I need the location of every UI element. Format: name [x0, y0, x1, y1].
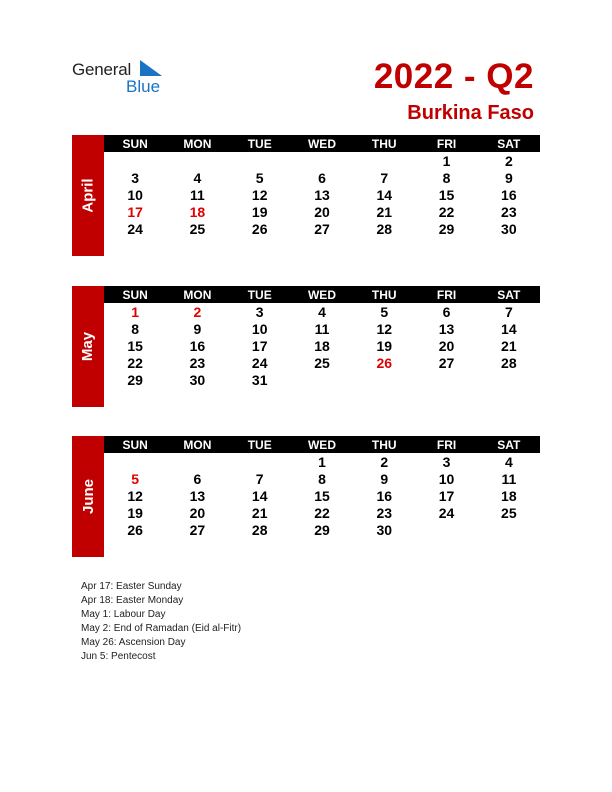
- empty-day-cell: [353, 152, 415, 169]
- day-cell: 4: [504, 453, 513, 470]
- weekday-header-row: [104, 436, 540, 453]
- day-cell: 4: [318, 303, 326, 320]
- day-cell: 9: [504, 169, 513, 186]
- day-cell: 14: [501, 320, 517, 337]
- day-cell: 13: [438, 320, 455, 337]
- calendar-table: [104, 436, 540, 538]
- day-cell: 10: [438, 470, 455, 487]
- empty-day-cell: [415, 521, 477, 538]
- weekday-header: SUN: [104, 436, 166, 453]
- weekday-header: MON: [166, 286, 228, 303]
- day-cell: 9: [193, 320, 202, 337]
- day-cell: 22: [127, 354, 143, 371]
- empty-day-cell: [478, 521, 540, 538]
- empty-day-cell: [229, 453, 291, 470]
- day-cell: 29: [314, 521, 330, 538]
- weekday-header: SUN: [104, 135, 166, 152]
- day-cell: 25: [314, 354, 330, 371]
- page-title: 2022 - Q2: [373, 57, 534, 96]
- day-cell: 27: [438, 354, 455, 371]
- day-cell: 20: [438, 337, 455, 354]
- day-cell: 3: [131, 169, 140, 186]
- day-cell: 19: [376, 337, 393, 354]
- empty-day-cell: [166, 453, 228, 470]
- day-cell: 5: [380, 303, 389, 320]
- holiday-item: Apr 18: Easter Monday: [81, 595, 184, 606]
- day-cell: 13: [189, 487, 206, 504]
- week-row: [104, 354, 540, 371]
- day-cell: 5: [131, 470, 140, 487]
- day-cell: 17: [251, 337, 268, 354]
- day-cell: 20: [189, 504, 206, 521]
- week-row: [104, 504, 540, 521]
- day-cell: 10: [127, 186, 143, 203]
- day-cell: 28: [376, 220, 393, 237]
- day-cell: 7: [380, 169, 389, 186]
- calendar-table: [104, 135, 540, 237]
- day-cell: 3: [442, 453, 451, 470]
- empty-day-cell: [104, 152, 166, 169]
- month-name: June: [79, 478, 97, 515]
- day-cell: 23: [501, 203, 517, 220]
- day-cell: 17: [127, 203, 143, 220]
- weekday-header: THU: [353, 135, 415, 152]
- day-cell: 24: [251, 354, 268, 371]
- day-cell: 17: [438, 487, 455, 504]
- day-cell: 26: [127, 521, 143, 538]
- weekday-header: THU: [353, 436, 415, 453]
- weekday-header: TUE: [229, 135, 291, 152]
- day-cell: 30: [376, 521, 393, 538]
- holiday-item: May 2: End of Ramadan (Eid al-Fitr): [81, 623, 242, 634]
- day-cell: 12: [127, 487, 143, 504]
- month-name: April: [79, 178, 97, 213]
- week-row: [104, 186, 540, 203]
- weekday-header: SUN: [104, 286, 166, 303]
- week-row: [104, 203, 540, 220]
- holiday-item: May 26: Ascension Day: [81, 637, 186, 648]
- weekday-header: TUE: [229, 436, 291, 453]
- weekday-header-row: [104, 135, 540, 152]
- day-cell: 2: [380, 453, 389, 470]
- week-row: [104, 152, 540, 169]
- day-cell: 15: [314, 487, 330, 504]
- logo-text-general: General: [72, 60, 132, 79]
- week-row: [104, 371, 540, 388]
- weekday-header: FRI: [415, 135, 477, 152]
- weekday-header: SAT: [478, 135, 540, 152]
- day-cell: 11: [314, 320, 330, 337]
- day-cell: 29: [127, 371, 143, 388]
- day-cell: 6: [442, 303, 451, 320]
- day-cell: 19: [127, 504, 143, 521]
- empty-day-cell: [478, 371, 540, 388]
- day-cell: 11: [190, 186, 205, 203]
- day-cell: 23: [189, 354, 206, 371]
- day-cell: 25: [501, 504, 517, 521]
- weekday-header: WED: [291, 436, 353, 453]
- day-cell: 15: [127, 337, 143, 354]
- day-cell: 19: [251, 203, 268, 220]
- day-cell: 24: [127, 220, 143, 237]
- day-cell: 3: [255, 303, 264, 320]
- day-cell: 30: [501, 220, 517, 237]
- day-cell: 18: [314, 337, 330, 354]
- weekday-header: MON: [166, 135, 228, 152]
- week-row: [104, 470, 540, 487]
- week-row: [104, 453, 540, 470]
- logo: [72, 58, 172, 98]
- weekday-header: SAT: [478, 286, 540, 303]
- holiday-item: May 1: Labour Day: [81, 609, 166, 620]
- logo-text-blue: Blue: [126, 77, 161, 96]
- empty-day-cell: [353, 371, 415, 388]
- day-cell: 13: [314, 186, 330, 203]
- day-cell: 2: [504, 152, 513, 169]
- holiday-list: [81, 580, 241, 664]
- day-cell: 29: [438, 220, 455, 237]
- day-cell: 8: [318, 470, 326, 487]
- day-cell: 7: [504, 303, 513, 320]
- weekday-header: SAT: [478, 436, 540, 453]
- day-cell: 22: [438, 203, 455, 220]
- day-cell: 1: [131, 303, 140, 320]
- calendar-table: [104, 286, 540, 388]
- empty-day-cell: [229, 152, 291, 169]
- weekday-header: THU: [353, 286, 415, 303]
- weekday-header: WED: [291, 286, 353, 303]
- day-cell: 2: [193, 303, 202, 320]
- day-cell: 11: [501, 470, 517, 487]
- day-cell: 12: [376, 320, 393, 337]
- day-cell: 4: [193, 169, 202, 186]
- month-label: [72, 135, 104, 256]
- week-row: [104, 303, 540, 320]
- day-cell: 25: [189, 220, 206, 237]
- day-cell: 6: [193, 470, 202, 487]
- empty-day-cell: [291, 371, 353, 388]
- day-cell: 27: [189, 521, 206, 538]
- day-cell: 28: [251, 521, 268, 538]
- empty-day-cell: [104, 453, 166, 470]
- day-cell: 14: [251, 487, 268, 504]
- weekday-header: FRI: [415, 436, 477, 453]
- day-cell: 18: [501, 487, 517, 504]
- week-row: [104, 320, 540, 337]
- day-cell: 15: [438, 186, 455, 203]
- day-cell: 24: [438, 504, 455, 521]
- weekday-header: MON: [166, 436, 228, 453]
- week-row: [104, 337, 540, 354]
- day-cell: 16: [501, 186, 517, 203]
- month-name: May: [79, 331, 97, 362]
- month-label: [72, 436, 104, 557]
- day-cell: 9: [380, 470, 389, 487]
- day-cell: 12: [251, 186, 268, 203]
- day-cell: 16: [376, 487, 393, 504]
- week-row: [104, 521, 540, 538]
- weekday-header: WED: [291, 135, 353, 152]
- day-cell: 14: [376, 186, 393, 203]
- day-cell: 16: [189, 337, 206, 354]
- country-name: Burkina Faso: [407, 102, 534, 124]
- empty-day-cell: [166, 152, 228, 169]
- empty-day-cell: [415, 371, 477, 388]
- day-cell: 31: [251, 371, 268, 388]
- day-cell: 6: [318, 169, 326, 186]
- day-cell: 7: [255, 470, 264, 487]
- weekday-header: FRI: [415, 286, 477, 303]
- day-cell: 1: [318, 453, 326, 470]
- holiday-item: Jun 5: Pentecost: [81, 651, 156, 662]
- day-cell: 5: [255, 169, 264, 186]
- day-cell: 23: [376, 504, 393, 521]
- day-cell: 28: [501, 354, 517, 371]
- day-cell: 1: [442, 152, 451, 169]
- day-cell: 10: [251, 320, 268, 337]
- day-cell: 26: [251, 220, 268, 237]
- day-cell: 21: [376, 203, 393, 220]
- week-row: [104, 487, 540, 504]
- month-label: [72, 286, 104, 407]
- day-cell: 27: [314, 220, 330, 237]
- week-row: [104, 220, 540, 237]
- day-cell: 26: [376, 354, 393, 371]
- logo-triangle-icon: [140, 60, 162, 76]
- day-cell: 18: [189, 203, 206, 220]
- day-cell: 8: [442, 169, 451, 186]
- day-cell: 8: [131, 320, 140, 337]
- empty-day-cell: [291, 152, 353, 169]
- day-cell: 21: [501, 337, 517, 354]
- day-cell: 21: [251, 504, 268, 521]
- weekday-header: TUE: [229, 286, 291, 303]
- day-cell: 22: [314, 504, 330, 521]
- day-cell: 20: [314, 203, 330, 220]
- holiday-item: Apr 17: Easter Sunday: [81, 581, 182, 592]
- week-row: [104, 169, 540, 186]
- weekday-header-row: [104, 286, 540, 303]
- day-cell: 30: [189, 371, 206, 388]
